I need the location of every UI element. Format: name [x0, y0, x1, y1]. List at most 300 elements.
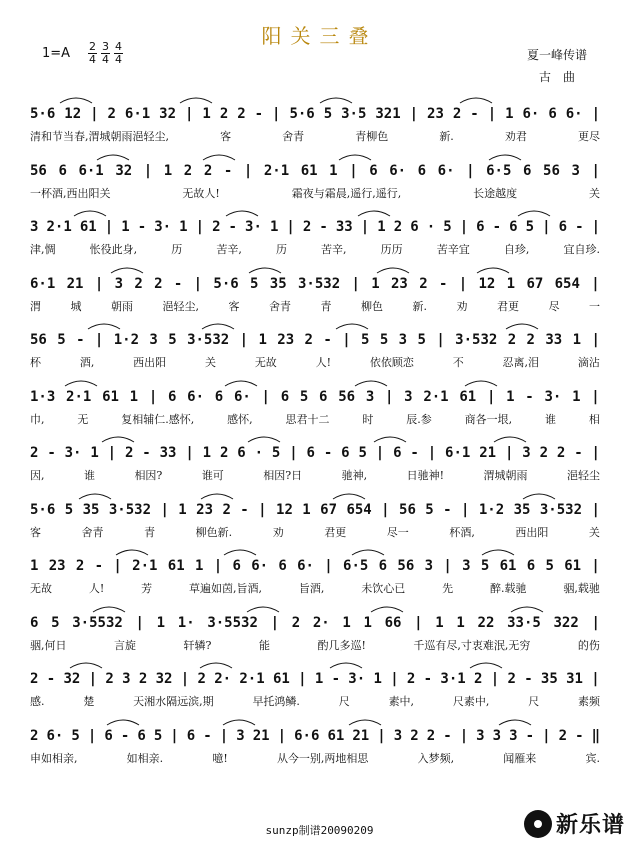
note: 2 [237, 106, 246, 122]
note: 2 [138, 671, 148, 687]
lyric-syllable: 申如相亲, [30, 751, 78, 765]
note: 2 [154, 275, 163, 292]
barline: | [349, 162, 358, 179]
time-signature [101, 42, 110, 65]
song-title: 阳关三叠 [261, 24, 378, 48]
note: 6 [232, 558, 241, 574]
note: - [323, 445, 333, 461]
lyric-syllable: 青柳色 [355, 130, 389, 143]
notation-line [30, 102, 600, 122]
note: 6 [306, 445, 315, 461]
note: 3 [571, 162, 580, 179]
note: - [173, 275, 183, 292]
note: 1 [90, 445, 99, 461]
note: 2 [183, 162, 193, 179]
barline: | [298, 671, 307, 687]
note: 1 [194, 558, 204, 574]
note: 2 [134, 275, 143, 292]
note: 3· [154, 219, 172, 235]
note: 3 [393, 727, 403, 744]
note: 22 [477, 614, 495, 631]
note: 6 [214, 388, 224, 405]
note: 2 [197, 671, 206, 687]
lyric-syllable: 尺 [338, 695, 350, 708]
lyric-syllable: 尺素中, [452, 695, 490, 708]
note: 2·1 [66, 388, 92, 405]
score-line [30, 318, 600, 375]
note: 61 [79, 219, 97, 235]
barline: | [185, 445, 194, 461]
note: 6 [523, 162, 532, 179]
note: 56 [543, 162, 560, 179]
notation-line [30, 385, 600, 405]
lyric-syllable: 入梦频, [417, 751, 455, 765]
note: 6·1 [445, 445, 471, 461]
note: 33 [335, 219, 353, 235]
lyric-syllable: 无故 [30, 582, 52, 595]
note: 35 [540, 671, 558, 687]
note: 5 [64, 501, 74, 518]
transcriber-credit: 夏一峰传谱 [526, 48, 587, 62]
note: 61 [272, 671, 290, 687]
barline: | [458, 275, 468, 292]
note: 1·2 [478, 501, 505, 518]
note: 33 [545, 332, 563, 348]
note: 23 [196, 501, 214, 518]
lyric-syllable: 谁 [83, 469, 95, 482]
notation-line [30, 554, 600, 574]
barline: | [272, 106, 281, 122]
barline: | [461, 501, 470, 518]
note: 1 [342, 614, 351, 631]
lyric-syllable: 相 [588, 412, 600, 426]
site-logo[interactable] [524, 808, 625, 839]
note: 322 [553, 614, 579, 631]
note: 1 [572, 388, 581, 405]
barline: | [414, 614, 423, 631]
note: - [423, 671, 433, 687]
barline: | [591, 332, 600, 348]
note: 6 [237, 445, 246, 461]
lyric-syllable: 谁可 [201, 469, 224, 482]
barline: | [289, 445, 298, 461]
note: 6·1 [78, 162, 104, 179]
lyric-syllable: 楚 [83, 695, 95, 708]
note: 33·5 [507, 614, 541, 631]
barline: | [409, 106, 419, 122]
time-signature [88, 42, 97, 65]
lyric-syllable: 忍离,泪 [502, 356, 540, 369]
note: 61 [499, 558, 517, 574]
note: 6 [168, 388, 177, 405]
lyric-syllable: 长途越度 [473, 186, 518, 200]
note: 2 [304, 332, 313, 348]
lyric-syllable: 不 [452, 356, 464, 369]
note: 5 [480, 558, 490, 574]
note: 1 [435, 614, 444, 631]
note: 5 [323, 106, 333, 122]
note: 61 [459, 388, 477, 405]
barline: | [360, 219, 370, 235]
barline: | [490, 671, 500, 687]
note: 6· [522, 106, 540, 122]
note: 61 [564, 558, 582, 574]
barline: | [591, 388, 600, 405]
lyric-syllable: 早托鸿鳞. [252, 695, 300, 708]
note: 2 [419, 275, 428, 292]
lyric-syllable: 草遍如茵,旨酒, [189, 582, 263, 595]
lyrics-line [30, 580, 600, 596]
note: 6·5 [486, 162, 512, 179]
barline: | [243, 162, 253, 179]
lyric-syllable: 自珍, [503, 243, 530, 256]
note: 21 [66, 275, 84, 292]
lyric-syllable: 一杯酒,西出阳关 [30, 186, 111, 200]
lyric-syllable: 宾. [585, 751, 600, 765]
note: - [574, 445, 583, 461]
score-line [30, 92, 600, 149]
note: 1 [505, 106, 514, 122]
note: - [492, 219, 502, 235]
lyrics-line [30, 241, 600, 257]
note: 6· [46, 727, 64, 744]
lyric-syllable: 城 [70, 299, 82, 313]
barline: | [185, 106, 194, 122]
note: 2 [507, 671, 516, 687]
barline: | [286, 219, 295, 235]
note: 23 [277, 332, 295, 348]
barline: | [180, 671, 190, 687]
lyric-syllable: 一 [589, 299, 600, 313]
lyric-syllable: 客 [228, 299, 240, 313]
barline: | [277, 727, 287, 744]
note: 1 [373, 671, 382, 687]
note: 3· [245, 219, 262, 235]
score-line [30, 262, 600, 319]
note: - [120, 727, 130, 744]
note: 1 [371, 275, 380, 292]
lyric-syllable: 劝君 [504, 130, 527, 143]
lyric-syllable: 客 [220, 130, 232, 143]
note: - [470, 106, 479, 122]
note: 3·532 [539, 501, 583, 518]
lyric-syllable: 复相辅仁.感怀, [121, 412, 195, 426]
note: 654 [554, 275, 580, 292]
lyric-syllable: 关 [204, 356, 216, 369]
lyric-syllable: 关 [588, 186, 600, 200]
note: - [323, 332, 332, 348]
note: 6 [137, 727, 146, 744]
note: 2 [539, 445, 548, 461]
time-denominator: 4 [115, 53, 122, 66]
note: 2 [393, 219, 403, 235]
lyric-syllable: 相因? [134, 469, 163, 482]
note: 23 [48, 558, 66, 574]
note: · [254, 445, 264, 461]
lyric-syllable: 君更 [324, 525, 347, 539]
note: 2·1 [263, 162, 290, 179]
note: 6 [526, 558, 536, 574]
barline: | [591, 275, 600, 292]
note: 61 [167, 558, 185, 574]
lyric-syllable: 依依顾恋 [369, 356, 414, 369]
note: 2 [473, 671, 483, 687]
note: - [443, 727, 452, 744]
lyric-syllable: 更尽 [577, 130, 600, 143]
note: 5 [57, 332, 66, 348]
time-denominator: 4 [102, 53, 109, 66]
note: 5·6 [30, 501, 56, 518]
barline: | [375, 445, 385, 461]
lyric-syllable: 芳 [141, 582, 153, 595]
note: 6 [476, 219, 485, 235]
note: - [331, 671, 340, 687]
lyrics-line [30, 298, 600, 314]
lyric-syllable: 时 [362, 412, 374, 426]
lyric-syllable: 浥轻尘 [566, 469, 600, 482]
note: 3 [424, 558, 434, 574]
note: 2 [406, 671, 416, 687]
note: 5 [379, 332, 389, 348]
time-signatures [88, 42, 123, 65]
barline: | [542, 219, 551, 235]
notation-line [30, 328, 600, 348]
lyric-syllable: 滴沾 [577, 356, 600, 369]
note: 56 [338, 388, 356, 405]
note: 1 [363, 614, 372, 631]
notation-line [30, 441, 600, 461]
note: 6 [393, 445, 402, 461]
note: 6· [437, 162, 455, 179]
barline: | [113, 558, 122, 574]
notation-line [30, 272, 600, 292]
note: 3 [114, 275, 124, 292]
lyric-syllable: 宜自珍. [563, 243, 600, 256]
logo-text: 新乐谱 [555, 813, 625, 838]
note: 3 [149, 332, 158, 348]
note: - [223, 162, 233, 179]
note: 32 [115, 162, 133, 179]
note: 12 [478, 275, 496, 292]
lyric-syllable: 渭 [30, 299, 41, 313]
note: 3 [522, 445, 531, 461]
note: 6 [369, 162, 378, 179]
barline: | [324, 558, 333, 574]
note: 2 [410, 727, 419, 744]
lyric-syllable: 噫! [212, 751, 228, 765]
note: 6· [251, 558, 269, 574]
notation-line [30, 724, 600, 744]
note: 5 [168, 332, 177, 348]
note: 6 [341, 445, 350, 461]
note: 3· [64, 445, 82, 461]
lyric-syllable: 舍青 [282, 130, 305, 143]
note: 32 [63, 671, 81, 687]
barline: | [591, 558, 600, 574]
notation-line [30, 159, 600, 179]
credits [527, 44, 587, 88]
lyric-syllable: 日驰神! [406, 469, 445, 482]
barline: | [107, 445, 117, 461]
lyric-syllable: 素中, [388, 695, 415, 708]
note: 3· [544, 388, 562, 405]
lyric-syllable: 浥轻尘, [162, 299, 199, 313]
note: - [228, 219, 237, 235]
note: 3 [122, 671, 131, 687]
note: 6 [417, 162, 427, 179]
time-signature [114, 42, 123, 65]
note: 3·5 [341, 106, 367, 122]
note: 1 [178, 501, 187, 518]
time-denominator: 4 [89, 53, 96, 66]
time-numerator: 3 [102, 40, 109, 53]
barline: | [591, 445, 600, 461]
lyric-syllable: 千巡有尽,寸衷难泯,无穷 [413, 638, 531, 652]
note: - [575, 219, 584, 235]
barline: | [459, 219, 469, 235]
note: 6 [278, 558, 287, 574]
note: 6· [565, 106, 583, 122]
lyric-syllable: 言旋 [114, 638, 137, 652]
note: 21 [252, 727, 270, 744]
note: 2 [526, 332, 535, 348]
note: 1 [121, 219, 130, 235]
note: 6·1 [30, 275, 56, 292]
note: - [319, 219, 328, 235]
note: - [575, 727, 584, 744]
note: 2· [312, 614, 330, 631]
note: - [438, 275, 448, 292]
lyric-syllable: 津,惆 [30, 243, 56, 256]
footer-credit: sunzp制谱20090209 [265, 824, 374, 837]
note: 2 [107, 106, 116, 122]
note: 1 [269, 219, 279, 235]
note: - [525, 727, 535, 744]
barline: | [427, 445, 437, 461]
note: 67 [526, 275, 544, 292]
lyric-syllable: 因, [30, 469, 45, 482]
record-disc-icon [524, 810, 552, 838]
score-line [30, 488, 600, 545]
note: 3·532 [297, 275, 341, 292]
lyric-syllable: 君更 [497, 299, 519, 313]
barline: | [342, 332, 351, 348]
note: 2 [507, 332, 517, 348]
barline: | [135, 614, 144, 631]
lyric-syllable: 怅役此身, [89, 243, 138, 256]
note: - [524, 671, 533, 687]
note: 6 [104, 727, 113, 744]
lyric-syllable: 尽 [548, 299, 560, 313]
note: - [137, 219, 147, 235]
note: 2 [124, 445, 134, 461]
note: 2·1 [239, 671, 265, 687]
barline: | [459, 727, 469, 744]
note: 5 [271, 445, 281, 461]
note: 3 [404, 388, 413, 405]
note: 3·5532 [207, 614, 258, 631]
lyric-syllable: 无故人! [182, 186, 220, 200]
lyric-syllable: 西出阳 [133, 356, 167, 369]
note: 5·6 [213, 275, 239, 292]
note: 6 [558, 219, 568, 235]
note: 23 [427, 106, 444, 122]
note: 5·6 [289, 106, 315, 122]
lyric-syllable: 相因?日 [263, 469, 303, 482]
lyric-syllable: 历历 [380, 243, 403, 256]
note: 1 [456, 614, 465, 631]
note: 2 [452, 106, 462, 122]
lyric-syllable: 思君十二 [285, 412, 330, 426]
notation-line [30, 667, 600, 687]
note: - [203, 727, 212, 744]
note: 35 [82, 501, 100, 518]
barline: | [87, 727, 97, 744]
lyric-syllable: 从今一别,两地相思 [276, 751, 369, 765]
note: 2 [75, 558, 85, 574]
lyric-syllable: 杯 [30, 356, 41, 369]
lyric-syllable: 驰神, [341, 469, 368, 482]
barline: ‖ [591, 727, 600, 744]
lyric-syllable: 劝 [272, 525, 284, 539]
lyric-syllable: 无 [77, 412, 89, 426]
note: 6 [280, 388, 290, 405]
barline: | [486, 388, 496, 405]
barline: | [542, 727, 551, 744]
note: 2 [558, 727, 568, 744]
note: 56 [397, 558, 415, 574]
note: 3 [462, 558, 471, 574]
lyric-syllable: 清和节当春,渭城朝雨浥轻尘, [30, 130, 169, 143]
barline: | [148, 388, 158, 405]
barline: | [466, 162, 475, 179]
lyric-syllable: 酒, [79, 356, 95, 369]
note: 1 [302, 501, 311, 518]
lyric-syllable: 天湘水隔远滨,期 [133, 695, 214, 708]
note: 3 [236, 727, 245, 744]
barline: | [94, 275, 104, 292]
note: 2 [30, 671, 39, 687]
note: 5 [153, 727, 163, 744]
note: - [76, 332, 85, 348]
note: 321 [375, 106, 401, 122]
note: 1 [129, 388, 139, 405]
barline: | [591, 671, 600, 687]
barline: | [170, 727, 179, 744]
lyric-syllable: 关 [588, 525, 600, 539]
lyric-syllable: 柳色新. [195, 525, 233, 539]
note: 56 [30, 162, 47, 179]
note: 3·5532 [72, 614, 123, 631]
notation-line [30, 611, 600, 631]
note: - [254, 106, 264, 122]
lyric-syllable: 旨酒, [298, 582, 325, 595]
score-line [30, 657, 600, 714]
note: 2 [203, 162, 213, 179]
barline: | [88, 671, 98, 687]
barline: | [436, 332, 445, 348]
note: 3 [398, 332, 408, 348]
time-numerator: 4 [115, 40, 122, 53]
lyrics-line [30, 354, 600, 370]
note: 6 [548, 106, 557, 122]
note: 6·6 [294, 727, 320, 744]
score-line [30, 601, 600, 658]
note: 5 [299, 388, 309, 405]
note: 1 [506, 275, 516, 292]
note: 56 [30, 332, 47, 348]
barline: | [390, 671, 399, 687]
